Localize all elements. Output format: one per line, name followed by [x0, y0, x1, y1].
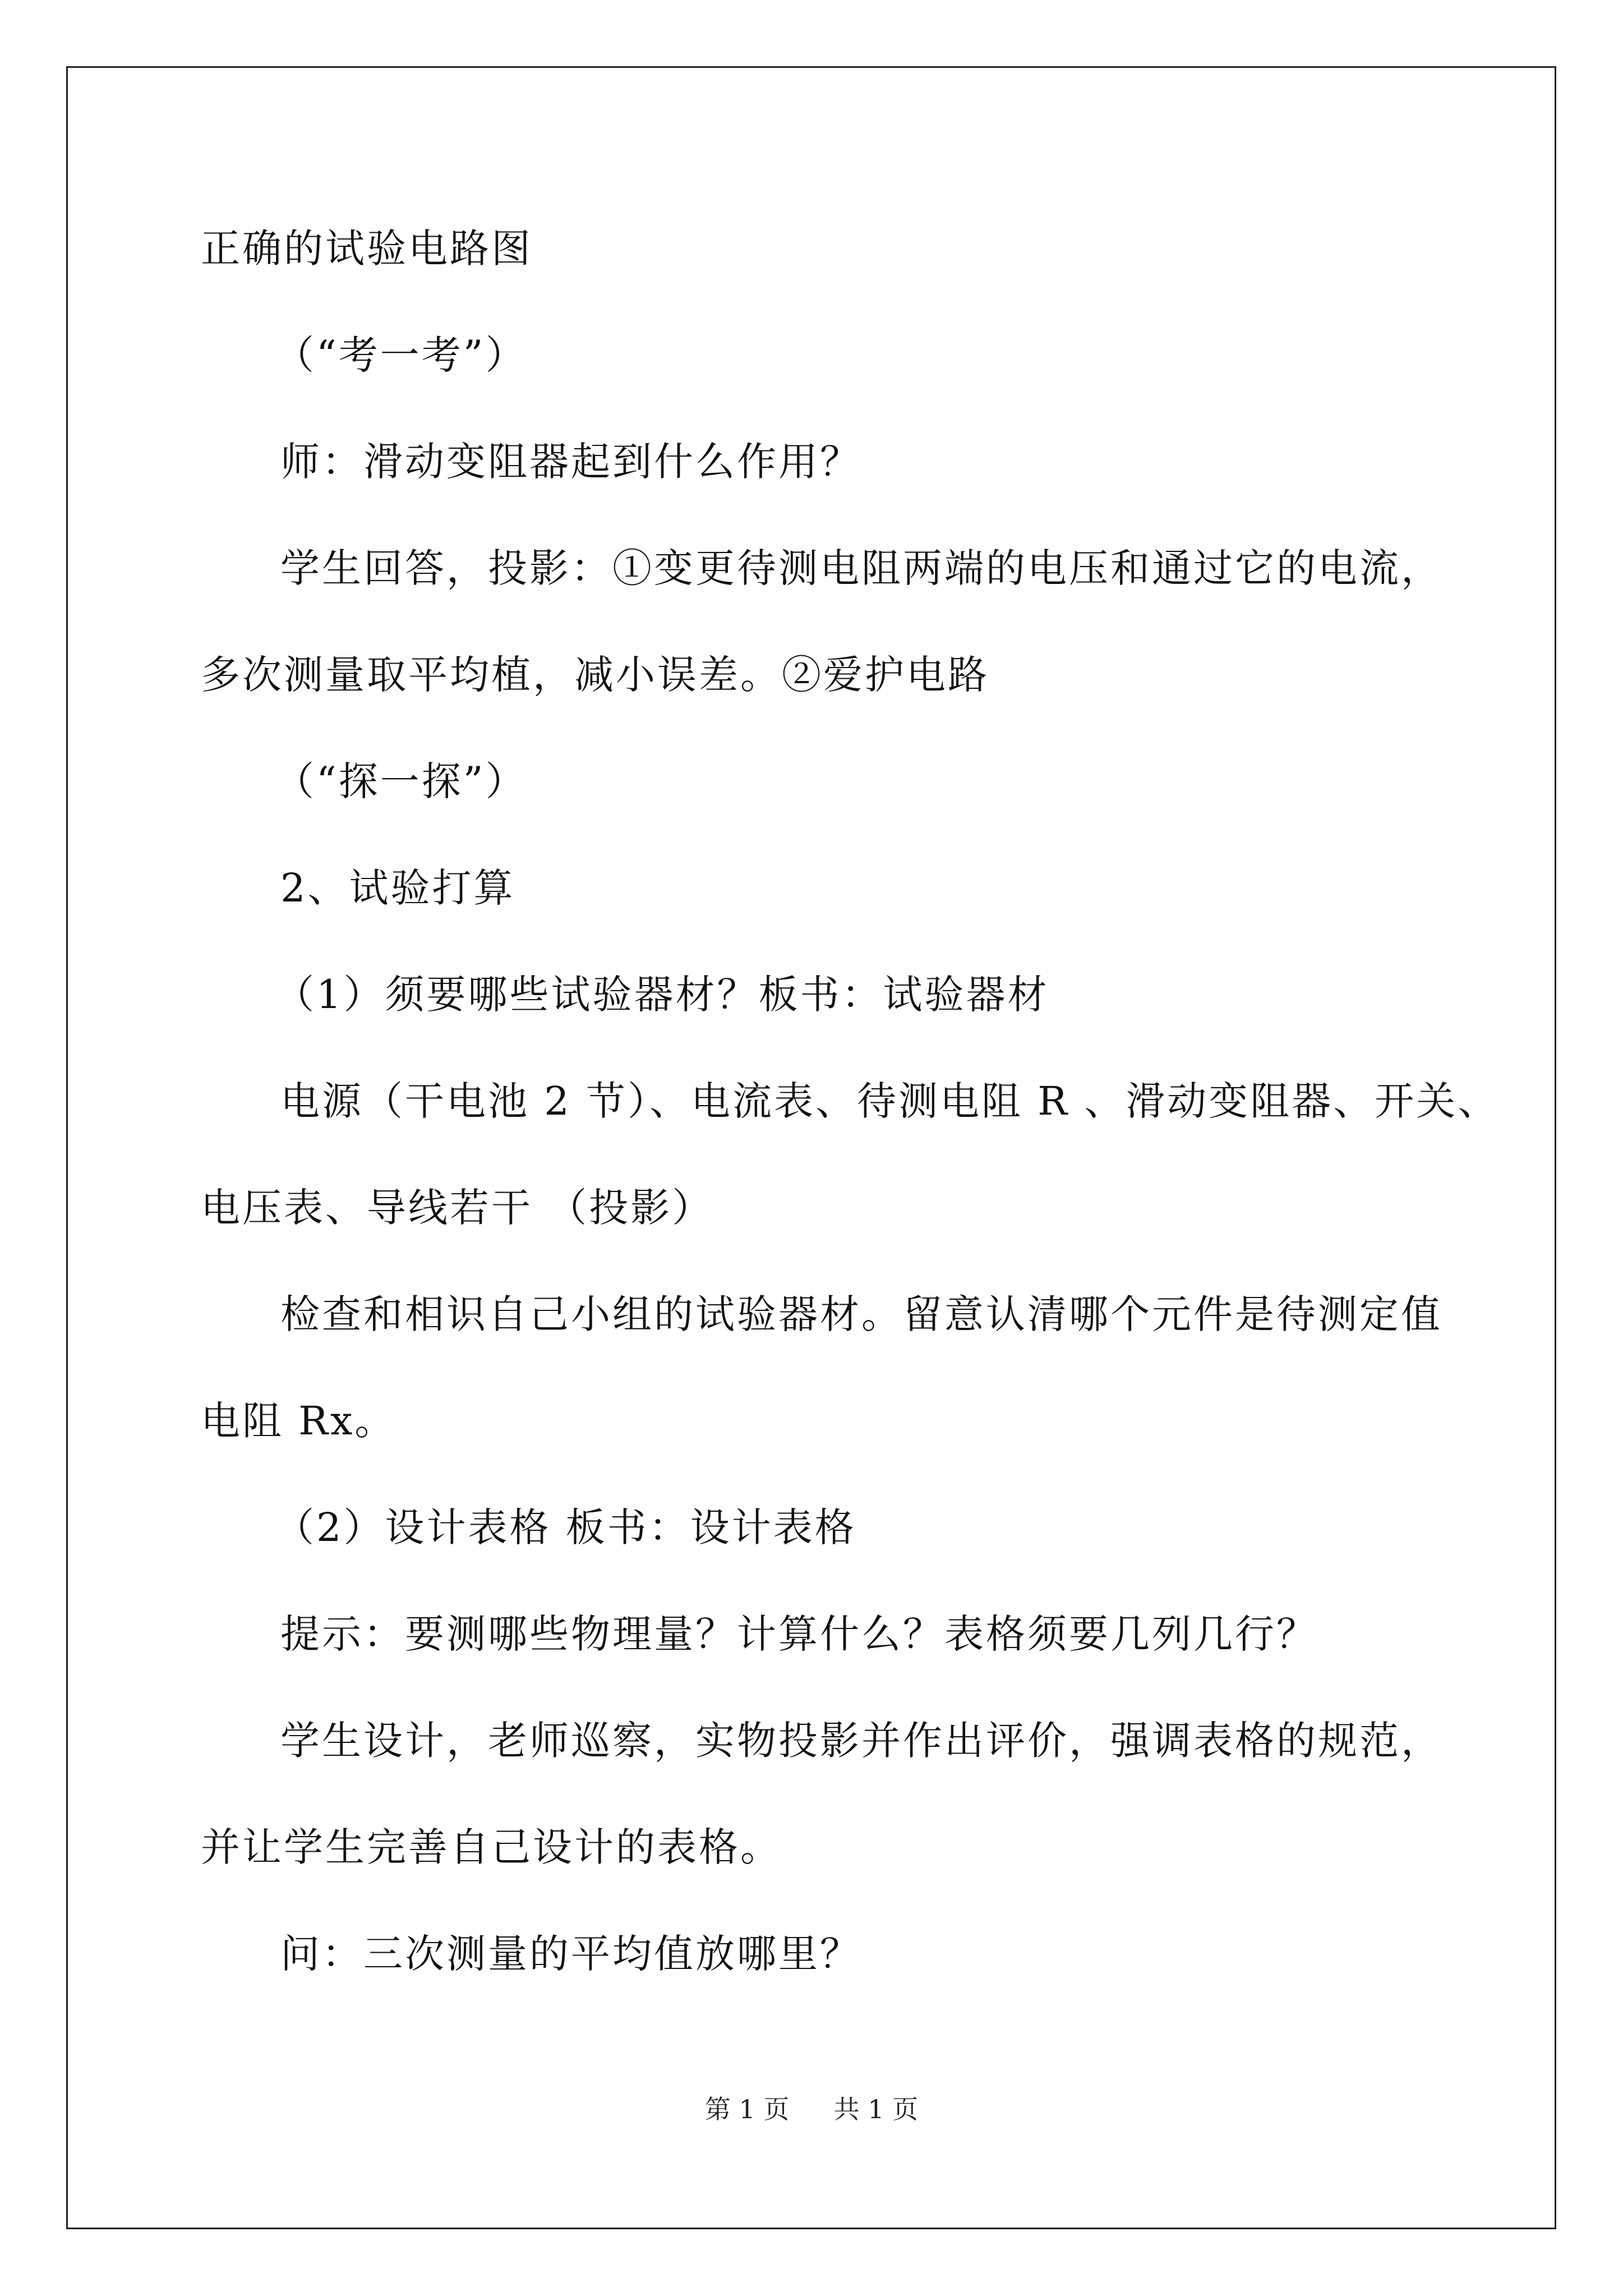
page-number: 第 1 页: [704, 2094, 790, 2124]
text-line: （2）设计表格 板书：设计表格: [275, 1504, 856, 1550]
page-total: 共 1 页: [833, 2094, 919, 2124]
text-line: 电压表、导线若干 （投影）: [201, 1185, 714, 1231]
text-line: 多次测量取平均植，减小误差。②爱护电路: [201, 652, 989, 698]
text-line: （1）须要哪些试验器材？板书：试验器材: [275, 972, 1049, 1018]
text-line: （“考一考”）: [275, 332, 527, 378]
text-line: 问：三次测量的平均值放哪里？: [280, 1931, 861, 1977]
text-line: 检查和相识自己小组的试验器材。留意认清哪个元件是待测定值: [280, 1291, 1442, 1337]
text-line: 并让学生完善自己设计的表格。: [201, 1824, 782, 1870]
text-line: 学生设计，老师巡察，实物投影并作出评价，强调表格的规范，: [280, 1718, 1442, 1764]
text-line: 师：滑动变阻器起到什么作用？: [280, 439, 861, 485]
text-line: 正确的试验电路图: [201, 226, 533, 272]
text-line: 提示：要测哪些物理量？计算什么？表格须要几列几行？: [280, 1611, 1318, 1657]
page-footer: [0, 2092, 1623, 2126]
text-line: 学生回答，投影：①变更待测电阻两端的电压和通过它的电流，: [280, 545, 1442, 591]
page-border: [66, 66, 1556, 2229]
text-line: 电阻 Rx。: [201, 1398, 396, 1444]
text-line: 2、试验打算: [280, 865, 515, 911]
text-line: 电源（干电池 2 节）、电流表、待测电阻 R 、滑动变阻器、开关、: [280, 1078, 1500, 1124]
text-line: （“探一探”）: [275, 758, 527, 804]
